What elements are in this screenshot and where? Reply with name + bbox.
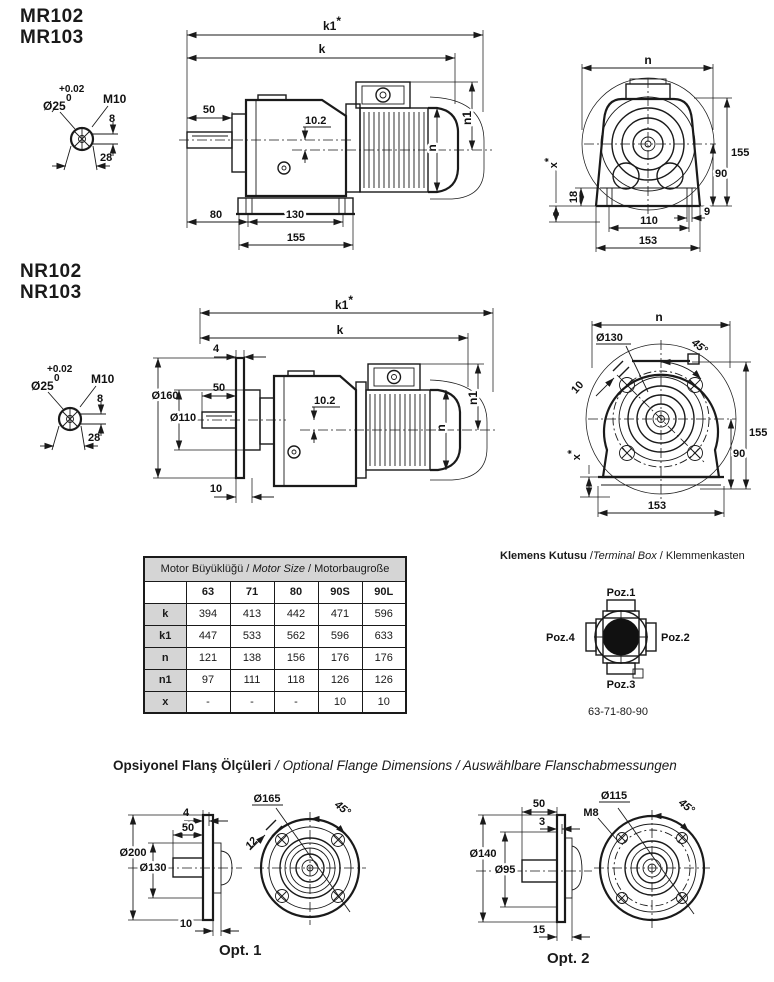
nr-rear-view (566, 310, 767, 517)
nr-dim-flange-od: Ø160 (151, 390, 179, 402)
nr-flange-plate (236, 358, 244, 478)
mr-dim-k: k (318, 42, 326, 56)
mr-rear-dim-9: 9 (704, 206, 711, 218)
nr-rear-dim-155: 155 (749, 427, 768, 439)
mr-rear-dim-n: n (644, 53, 652, 67)
cell-n-63: 121 (186, 647, 230, 669)
terminal-box-diagram (546, 587, 690, 691)
flange-section-title: Opsiyonel Flanş Ölçüleri / Optional Flange Dimensions / Auswählbare Flanschabmessungen (113, 758, 677, 773)
opt2-dim-od: Ø140 (469, 848, 497, 860)
table-title: Motor Büyüklüğü / Motor Size / Motorbaugroße (144, 557, 406, 581)
nr-shaft-length-dim: 28 (88, 432, 101, 444)
cell-x-80: - (274, 691, 318, 713)
cell-k-90L: 596 (362, 603, 406, 625)
nr-shaft-keyway-dim: 8 (97, 393, 104, 405)
nr-dim-k: k (336, 323, 344, 337)
nr-gearbox-outline (274, 376, 356, 486)
cell-x-90S: 10 (318, 691, 362, 713)
table-title-row (144, 557, 406, 581)
opt1-dim-4: 4 (182, 807, 190, 819)
mr-dim-k1: k1* (322, 14, 342, 33)
nr-dim-n: n (434, 424, 448, 432)
row-label-x: x (144, 691, 186, 713)
mr-dim-axis-offset: 10.2 (305, 115, 327, 127)
mr-rear-dim-155: 155 (731, 147, 750, 159)
terminal-box-core (603, 619, 640, 656)
cell-n1-90S: 126 (318, 669, 362, 691)
nr-rear-angle-label: 45° (689, 336, 710, 357)
cell-k-80: 442 (274, 603, 318, 625)
cell-k-71: 413 (230, 603, 274, 625)
col-90S: 90S (318, 581, 362, 603)
opt1-dim-pilot: Ø130 (139, 862, 167, 874)
cell-k1-90L: 633 (362, 625, 406, 647)
opt2-flange-plate (557, 815, 565, 922)
nr-shaft-tolerance-lower: 0 (54, 373, 60, 384)
cell-x-71: - (230, 691, 274, 713)
cell-x-90L: 10 (362, 691, 406, 713)
opt2-thread-label: M8 (583, 807, 599, 819)
col-71: 71 (230, 581, 274, 603)
mr-gearbox-outline (246, 100, 346, 196)
nr-side-view (152, 293, 497, 503)
opt1-caption: Opt. 1 (219, 942, 262, 959)
mr-dim-130: 130 (285, 209, 305, 221)
mr-rear-dim-90: 90 (715, 168, 728, 180)
mr-rear-dim-153: 153 (638, 235, 658, 247)
mr-shaft-length-dim: 28 (100, 152, 113, 164)
nr-shaft-end-detail (31, 364, 115, 450)
mr-dim-n1: n1 (460, 110, 474, 126)
motor-size-table (143, 556, 407, 714)
terminal-position-3: Poz.3 (606, 679, 636, 691)
table-row (144, 691, 406, 713)
nr-dim-axis-offset: 10.2 (314, 395, 336, 407)
opt1-dim-10: 10 (179, 918, 193, 930)
mr-dim-80: 80 (209, 209, 223, 221)
mr-dim-n: n (425, 144, 439, 152)
mr-rear-view (543, 53, 749, 252)
nr-rear-dim-90: 90 (733, 448, 746, 460)
opt1-dim-od: Ø200 (119, 847, 147, 859)
table-row (144, 625, 406, 647)
table-row (144, 647, 406, 669)
nr-rear-dim-10: 10 (569, 379, 587, 397)
opt1-bolt-circle-label: Ø165 (253, 793, 281, 805)
mr-model-line2: MR103 (20, 27, 84, 48)
cell-k-90S: 471 (318, 603, 362, 625)
opt1-angle-label: 45° (332, 798, 353, 819)
opt1-flange-drawing (120, 793, 366, 936)
cell-n-71: 138 (230, 647, 274, 669)
terminal-position-2: Poz.2 (661, 632, 690, 644)
col-80: 80 (274, 581, 318, 603)
table-corner-cell (144, 581, 186, 603)
nr-dim-10: 10 (209, 483, 223, 495)
table-title-de: Motorbaugroße (314, 563, 390, 576)
cell-n-90S: 176 (318, 647, 362, 669)
terminal-box-connector-bottom (607, 663, 635, 674)
terminal-box-title: Klemens Kutusu /Terminal Box / Klemmenkasten (500, 550, 745, 562)
opt2-flange-drawing (470, 790, 710, 941)
cell-n-90L: 176 (362, 647, 406, 669)
mr-shaft-keyway-dim: 8 (109, 113, 116, 125)
cell-k1-80: 562 (274, 625, 318, 647)
mr-rear-dim-x: x* (543, 157, 560, 169)
nr-rear-bolt-circle-label: Ø130 (596, 332, 623, 344)
terminal-position-4: Poz.4 (546, 632, 575, 644)
cell-k1-63: 447 (186, 625, 230, 647)
opt1-flange-hub (173, 858, 203, 877)
mr-dim-shaft-length: 50 (202, 104, 216, 116)
table-title-en: Motor Size (252, 563, 305, 576)
cell-n1-90L: 126 (362, 669, 406, 691)
opt2-dim-3: 3 (538, 816, 546, 828)
nr-shaft-thread-label: M10 (91, 372, 115, 386)
mr-side-view (179, 14, 492, 250)
opt2-dim-15: 15 (532, 924, 546, 936)
nr-rear-dim-153: 153 (647, 500, 667, 512)
col-90L: 90L (362, 581, 406, 603)
cell-x-63: - (186, 691, 230, 713)
opt2-dim-pilot: Ø95 (494, 864, 516, 876)
opt1-dim-50: 50 (181, 822, 195, 834)
mr-rear-dim-18: 18 (568, 190, 580, 204)
cell-k-63: 394 (186, 603, 230, 625)
cell-k1-90S: 596 (318, 625, 362, 647)
terminal-box-sizes: 63-71-80-90 (588, 706, 648, 718)
nr-rear-dim-n: n (655, 310, 663, 324)
nr-model-line2: NR103 (20, 282, 82, 303)
nr-shaft-tolerance-upper: +0.02 (47, 364, 73, 375)
mr-motor-adapter (346, 104, 360, 192)
cell-n-80: 156 (274, 647, 318, 669)
nr-dim-shaft-length: 50 (212, 382, 226, 394)
cell-n1-63: 97 (186, 669, 230, 691)
terminal-position-1: Poz.1 (606, 587, 636, 599)
terminal-box-connector-top (607, 600, 635, 611)
cell-k1-71: 533 (230, 625, 274, 647)
table-row (144, 603, 406, 625)
mr-model-line1: MR102 (20, 6, 84, 27)
nr-dim-n1: n1 (466, 390, 480, 406)
mr-gearbox-bearing-housing (232, 114, 246, 172)
opt1-flange-plate (203, 815, 213, 920)
opt2-bolt-circle-label: Ø115 (600, 790, 628, 802)
mr-shaft-thread-label: M10 (103, 92, 127, 106)
table-column-header-row (144, 581, 406, 603)
mr-shaft-tolerance-upper: +0.02 (59, 84, 85, 95)
row-label-n1: n1 (144, 669, 186, 691)
nr-dim-k1: k1* (334, 293, 354, 312)
nr-model-line1: NR102 (20, 261, 82, 282)
cell-n1-71: 111 (230, 669, 274, 691)
row-label-n: n (144, 647, 186, 669)
opt2-angle-label: 45° (676, 796, 697, 817)
mr-dim-155: 155 (286, 232, 306, 244)
table-title-tr: Motor Büyüklüğü (160, 563, 244, 576)
nr-rear-dim-x: x* (566, 449, 583, 461)
opt2-dim-50: 50 (532, 798, 546, 810)
nr-dim-4: 4 (212, 343, 220, 355)
opt2-caption: Opt. 2 (547, 950, 590, 967)
mr-shaft-end-detail (43, 84, 127, 170)
nr-shaft-diameter-label: Ø25 (31, 379, 54, 393)
table-row (144, 669, 406, 691)
row-label-k: k (144, 603, 186, 625)
nr-dim-pilot-od: Ø110 (169, 412, 197, 424)
cell-n1-80: 118 (274, 669, 318, 691)
mr-rear-dim-110: 110 (640, 215, 658, 227)
nr-gearbox-bearing-housing (260, 398, 274, 444)
mr-shaft-tolerance-lower: 0 (66, 93, 72, 104)
opt1-hole-dim: 12 (243, 835, 261, 853)
col-63: 63 (186, 581, 230, 603)
mr-shaft-diameter-label: Ø25 (43, 99, 66, 113)
row-label-k1: k1 (144, 625, 186, 647)
